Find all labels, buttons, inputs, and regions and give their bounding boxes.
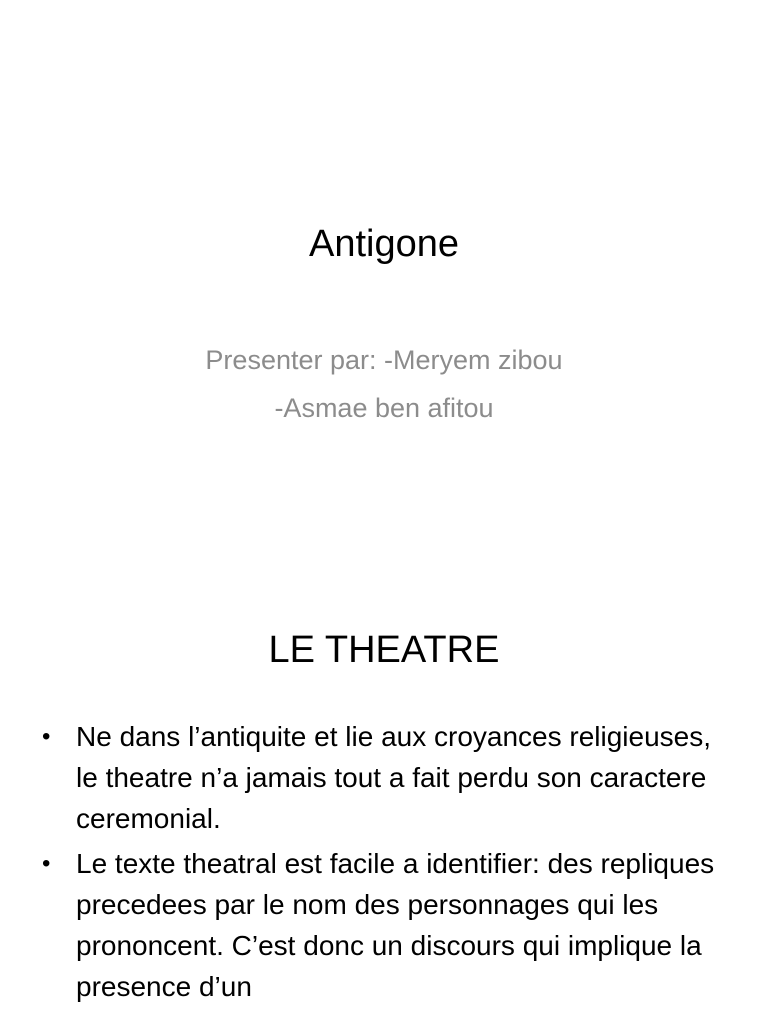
slide-subtitle — [0, 336, 768, 432]
bullet-icon: • — [42, 723, 51, 750]
bullet-list — [0, 716, 768, 1011]
slide-title-heading: Antigone — [308, 223, 459, 265]
subtitle-presenter-line: Presenter par: -Meryem zibou — [205, 345, 563, 375]
bullet-item — [0, 843, 768, 1007]
bullet-text: Ne dans l’antiquite et lie aux croyances religieuses, le theatre n’a jamais tout a fait perdu son caractere ceremonial. — [76, 721, 712, 834]
bullet-icon: • — [42, 850, 51, 877]
subtitle-second-presenter-line: -Asmae ben afitou — [274, 393, 494, 423]
slide-theatre — [0, 576, 768, 1024]
bullet-text: Le texte theatral est facile a identifier: des repliques precedees par le nom des personnages qui les prononcent. C’est donc un discours qui implique la presence d’un — [76, 848, 715, 1002]
slide-theatre-heading: LE THEATRE — [268, 629, 500, 671]
bullet-item — [0, 716, 768, 839]
